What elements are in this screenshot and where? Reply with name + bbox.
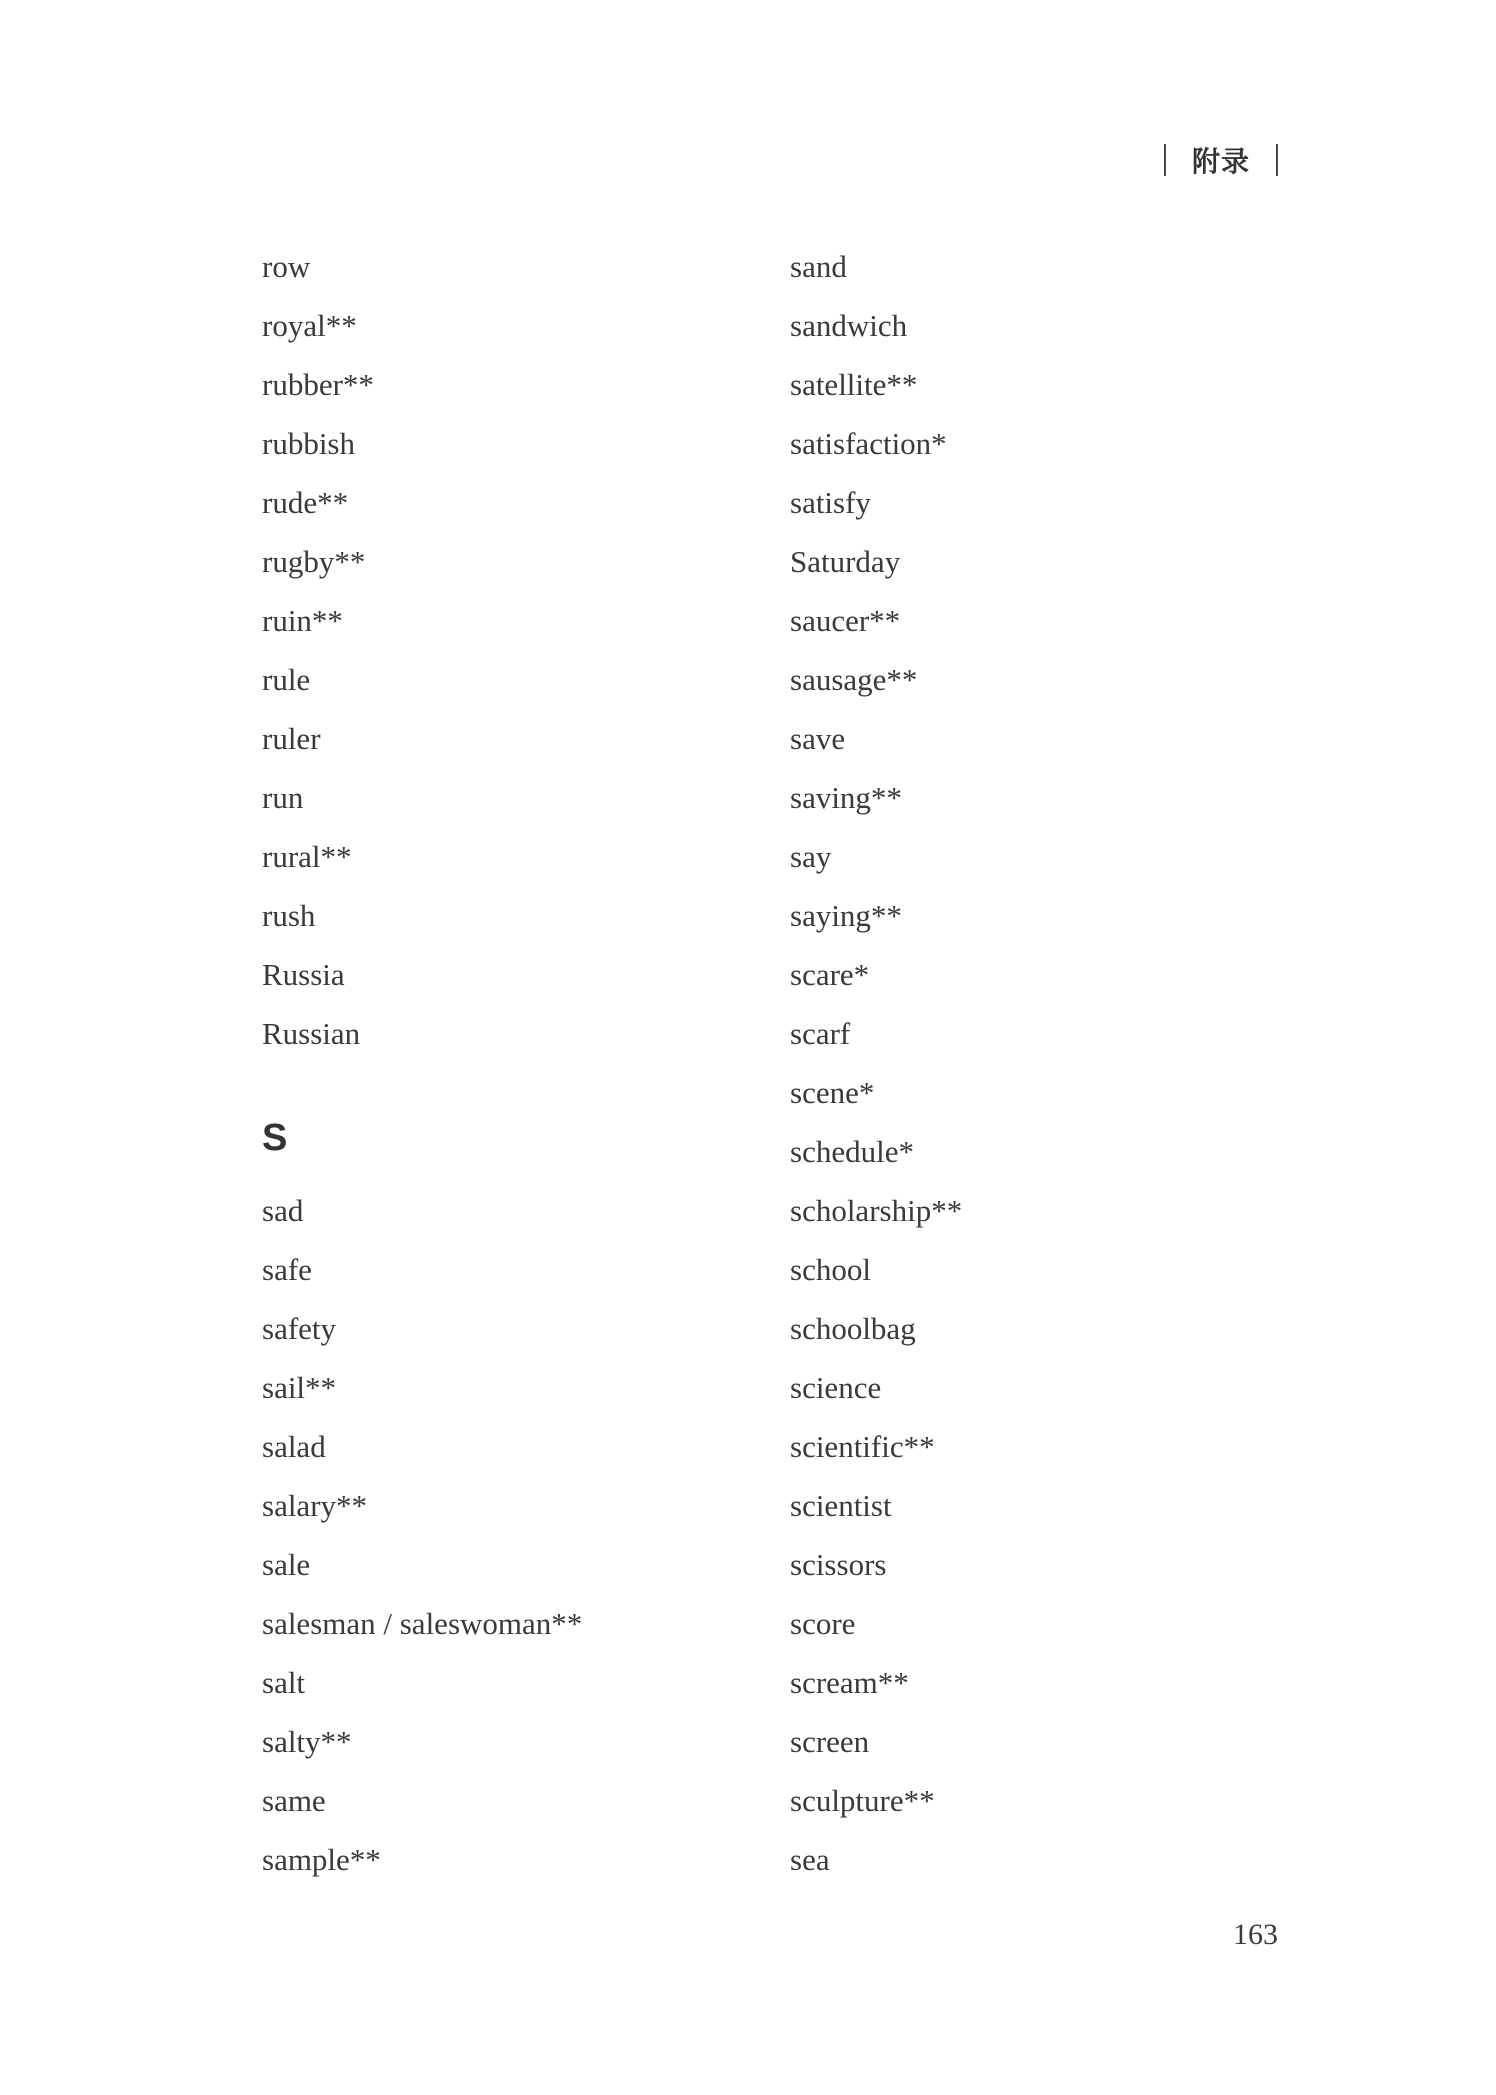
vocabulary-word: rubbish [262,426,355,461]
vocabulary-word: salary** [262,1488,368,1523]
word-group-s [262,1186,742,1894]
vocabulary-word: sail** [262,1370,337,1405]
vocabulary-word: schedule* [790,1134,914,1169]
vocabulary-word: same [262,1783,326,1818]
vocabulary-word: row [262,249,311,284]
running-header [1164,140,1278,180]
vocabulary-word: safety [262,1311,337,1346]
vocabulary-word: ruin** [262,603,343,638]
vocabulary-word: Russia [262,957,345,992]
vocabulary-word: run [262,780,304,815]
header-right-rule [1276,144,1278,176]
vocabulary-word: sausage** [790,662,918,697]
word-list-right-column [790,242,1270,1894]
vocabulary-word: sale [262,1547,311,1582]
word-group-r [262,242,742,1068]
vocabulary-word: satisfaction* [790,426,947,461]
vocabulary-word: rural** [262,839,352,874]
vocabulary-word: scarf [790,1016,851,1051]
vocabulary-word: school [790,1252,871,1287]
vocabulary-word: say [790,839,832,874]
vocabulary-word: score [790,1606,856,1641]
vocabulary-word: scissors [790,1547,887,1582]
vocabulary-word: sculpture** [790,1783,935,1818]
vocabulary-word: satisfy [790,485,871,520]
vocabulary-word: salty** [262,1724,352,1759]
vocabulary-word: royal** [262,308,357,343]
header-left-rule [1164,144,1166,176]
vocabulary-word: science [790,1370,882,1405]
vocabulary-word: scene* [790,1075,875,1110]
vocabulary-word: scholarship** [790,1193,963,1228]
vocabulary-word: ruler [262,721,321,756]
vocabulary-word: rude** [262,485,349,520]
vocabulary-word: salt [262,1665,306,1700]
vocabulary-word: sea [790,1842,830,1877]
word-list-left-column [262,242,742,1894]
vocabulary-word: schoolbag [790,1311,916,1346]
header-title: 附录 [1191,145,1250,178]
vocabulary-word: sandwich [790,308,908,343]
vocabulary-word: save [790,721,846,756]
vocabulary-word: saving** [790,780,902,815]
vocabulary-word: scare* [790,957,870,992]
vocabulary-word: scream** [790,1665,909,1700]
vocabulary-word: sample** [262,1842,381,1877]
vocabulary-word: sad [262,1193,304,1228]
vocabulary-word: saying** [790,898,902,933]
word-group-s-continued [790,242,1270,1894]
vocabulary-word: saucer** [790,603,901,638]
vocabulary-word: safe [262,1252,312,1287]
vocabulary-word: Russian [262,1016,361,1051]
vocabulary-word: rugby** [262,544,366,579]
vocabulary-word: scientific** [790,1429,935,1464]
vocabulary-word: rule [262,662,311,697]
page-number: 163 [1233,1918,1278,1951]
section-letter-heading: S [262,1117,288,1159]
vocabulary-word: scientist [790,1488,892,1523]
vocabulary-word: satellite** [790,367,918,402]
vocabulary-word: rubber** [262,367,374,402]
vocabulary-word: screen [790,1724,870,1759]
vocabulary-word: rush [262,898,316,933]
vocabulary-word: sand [790,249,847,284]
vocabulary-word: Saturday [790,544,901,579]
vocabulary-word: salesman / saleswoman** [262,1606,583,1641]
vocabulary-word: salad [262,1429,326,1464]
